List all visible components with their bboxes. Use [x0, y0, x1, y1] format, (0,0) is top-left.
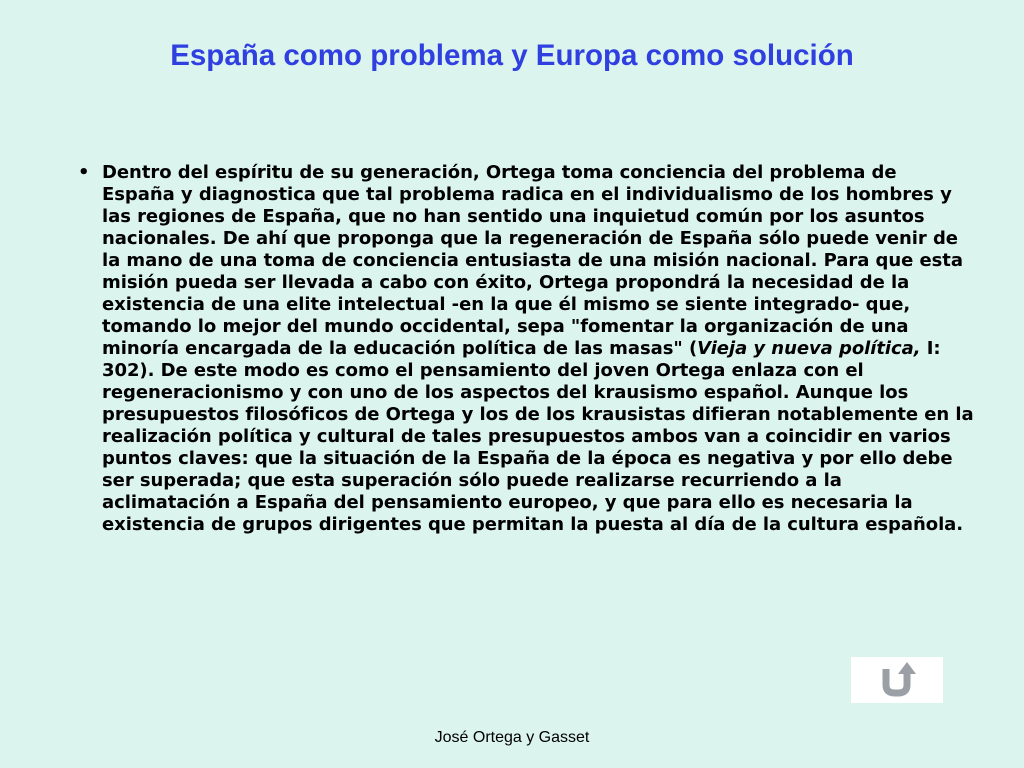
- bullet-item: [78, 162, 974, 536]
- slide-title: España como problema y Europa como solución: [170, 39, 854, 72]
- bullet-marker: •: [78, 162, 90, 183]
- return-button[interactable]: [851, 657, 943, 703]
- paragraph-text-part-1: Dentro del espíritu de su generación, Ortega toma conciencia del problema de España y diagnostica que tal problema radica en el individualismo de los hombres y las regiones de España, que no han sentido una inquietud común por los asuntos nacionales. De ahí que proponga que la regeneración de España sólo puede venir de la mano de una toma de conciencia entusiasta de una misión nacional. Para que esta misión pueda ser llevada a cabo con éxito, Ortega propondrá la necesidad de la existencia de una elite intelectual -en la que él mismo se siente integrado- que, tomando lo mejor del mundo occidental, sepa "fomentar la organización de una minoría encargada de la educación política de las masas" (: [102, 162, 963, 359]
- footer-author: José Ortega y Gasset: [434, 729, 590, 746]
- bullet-paragraph: [102, 162, 974, 536]
- return-u-turn-arrow-icon: [877, 659, 917, 701]
- bullet-list: [78, 162, 974, 536]
- citation-title: Vieja y nueva política,: [697, 338, 921, 359]
- paragraph-text-part-2: I: 302). De este modo es como el pensamiento del joven Ortega enlaza con el regeneracionismo y con uno de los aspectos del krausismo español. Aunque los presupuestos filosóficos de Ortega y los de los krausistas difieran notablemente en la realización política y cultural de tales presupuestos ambos van a coincidir en varios puntos claves: que la situación de la España de la época es negativa y por ello debe ser superada; que esta superación sólo puede realizarse recurriendo a la aclimatación a España del pensamiento europeo, y que para ello es necesaria la existencia de grupos dirigentes que permitan la puesta al día de la cultura española.: [102, 338, 974, 535]
